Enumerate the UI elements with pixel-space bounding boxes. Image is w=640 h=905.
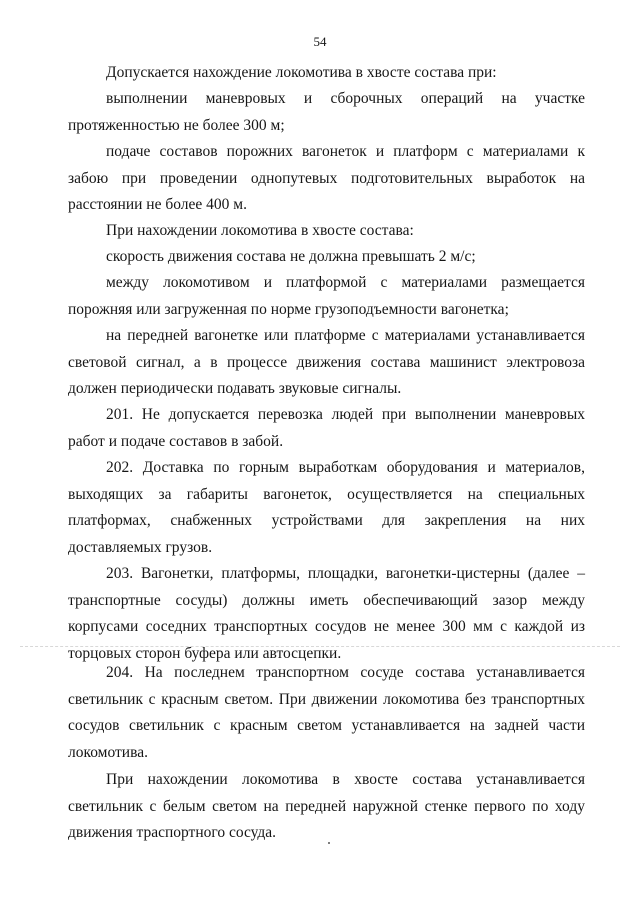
paragraph-speed-limit: скорость движения состава не должна превышать 2 м/с; (106, 248, 476, 265)
paragraph-intro: Допускается нахождение локомотива в хвосте состава при: (106, 64, 497, 81)
paragraph-feeding-trains: подаче составов порожних вагонеток и платформ с материалами к забою при проведении однопутевых подготовительных выработок на расстоянии не более 400 м. (68, 143, 585, 213)
paragraph-empty-wagon: между локомотивом и платформой с материалами размещается порожняя или загруженная по норме грузоподъемности вагонетка; (68, 274, 585, 318)
paragraph-204: 204. На последнем транспортном сосуде состава устанавливается светильник с красным светом. При движении локомотива без транспортных сосудов светильник с красным светом устанавливается на задней части локомотива. (68, 664, 585, 761)
scan-speck (328, 842, 330, 844)
paragraph-203: 203. Вагонетки, платформы, площадки, вагонетки-цистерны (далее – транспортные сосуды) должны иметь обеспечивающий зазор между корпусами соседних транспортных сосудов не менее 300 мм с каждой из торцовых сторон буфера или автосцепки. (68, 565, 585, 662)
paragraph-light-signal: на передней вагонетке или платформе с материалами устанавливается световой сигнал, а в процессе движения состава машинист электровоза должен периодически подавать звуковые сигналы. (68, 327, 585, 397)
scan-artifact-line (20, 646, 620, 648)
paragraph-white-light: При нахождении локомотива в хвосте состава устанавливается светильник с белым светом на передней наружной стенке первого по ходу движения траспортного сосуда. (68, 771, 585, 841)
page-number: 54 (313, 34, 327, 49)
paragraph-201: 201. Не допускается перевозка людей при выполнении маневровых работ и подаче составов в забой. (68, 406, 585, 450)
paragraph-maneuvering: выполнении маневровых и сборочных операций на участке протяженностью не более 300 м; (68, 90, 585, 134)
paragraph-tail-position: При нахождении локомотива в хвосте состава: (106, 222, 414, 239)
paragraph-202: 202. Доставка по горным выработкам оборудования и материалов, выходящих за габариты вагонеток, осуществляется на специальных платформах, снабженных устройствами для закрепления на них доставляемых грузов. (68, 459, 585, 556)
